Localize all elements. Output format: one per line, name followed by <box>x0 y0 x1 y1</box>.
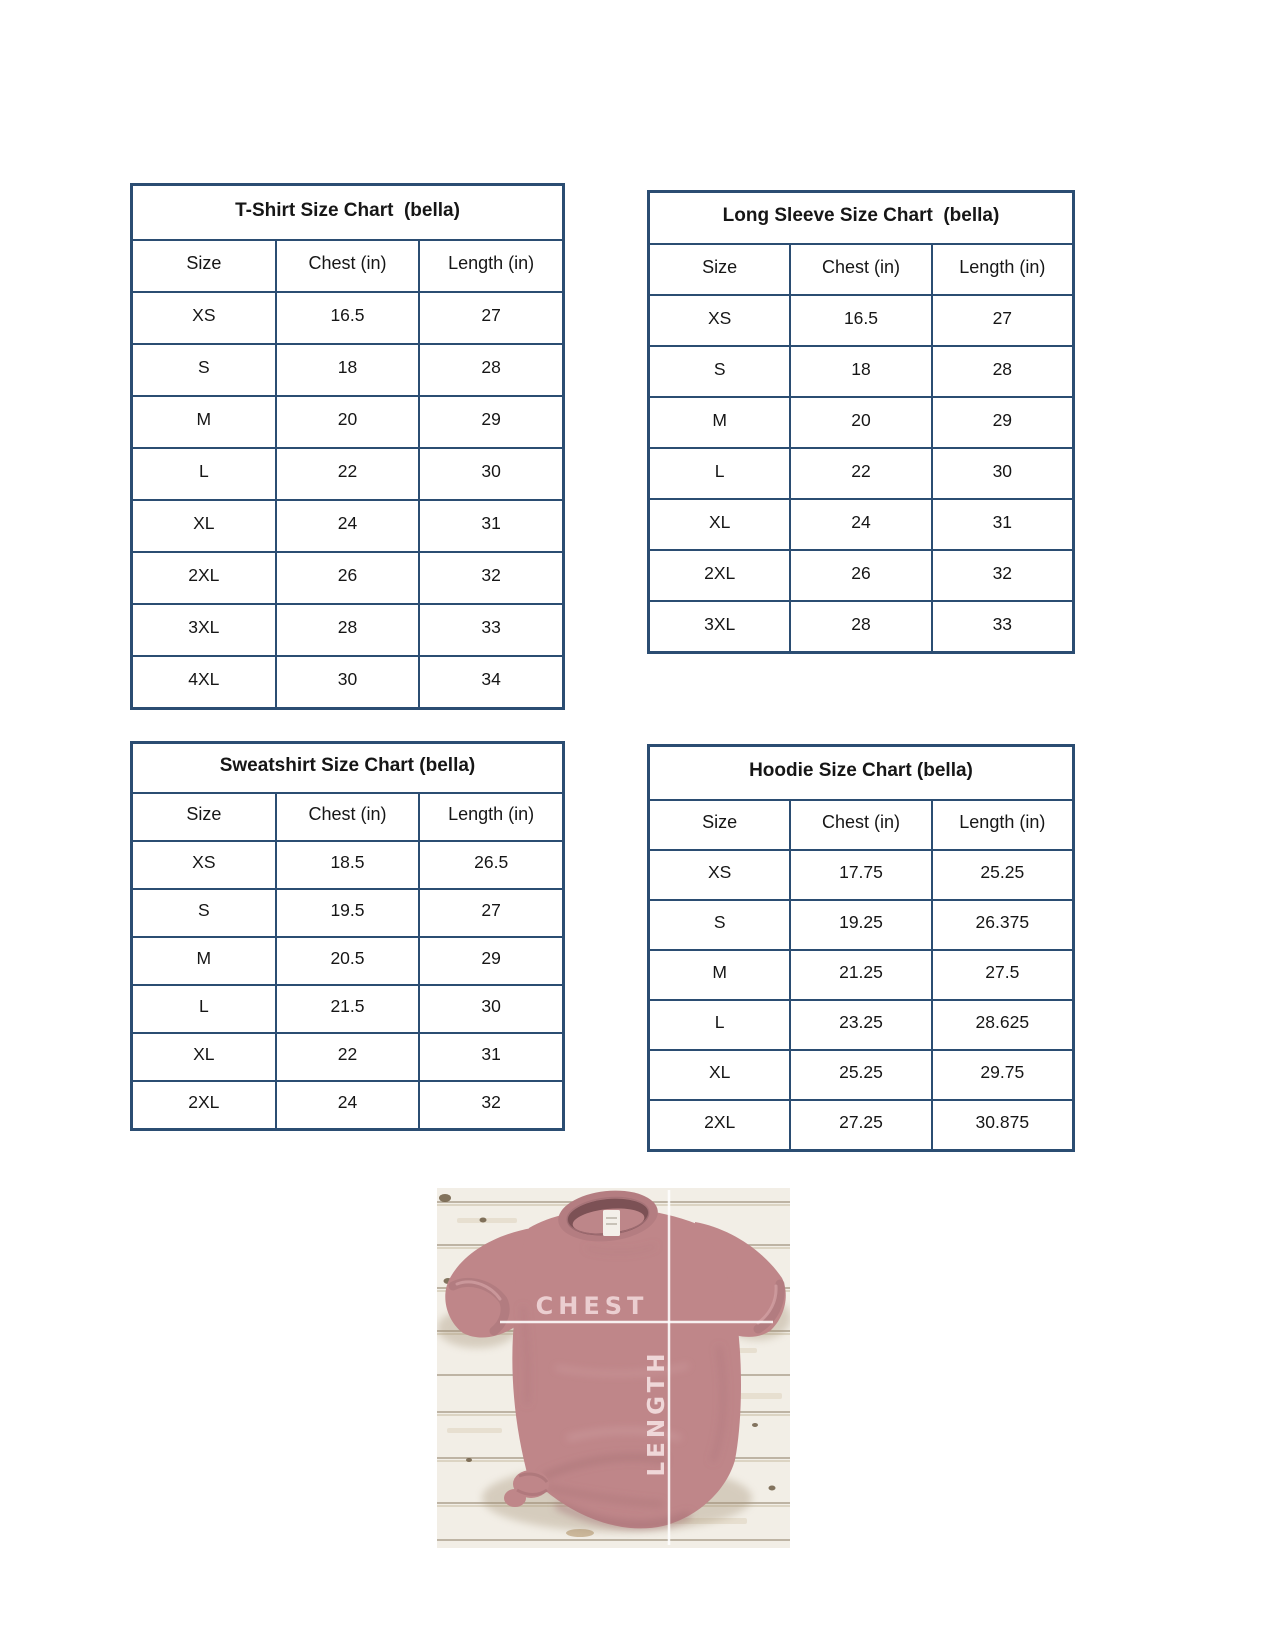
cell-chest: 25.25 <box>791 1051 930 1099</box>
cell-length: 25.25 <box>933 851 1072 899</box>
cell-length: 34 <box>420 657 562 707</box>
table-title: Long Sleeve Size Chart (bella) <box>650 193 1072 243</box>
cell-length: 28 <box>933 347 1072 396</box>
length-label: LENGTH <box>644 1349 670 1477</box>
cell-chest: 18 <box>277 345 419 395</box>
cell-chest: 20 <box>791 398 930 447</box>
cell-chest: 16.5 <box>277 293 419 343</box>
cell-size: 2XL <box>650 1101 789 1149</box>
cell-length: 31 <box>420 1034 562 1080</box>
cell-size: 3XL <box>650 602 789 651</box>
cell-chest: 19.25 <box>791 901 930 949</box>
column-header: Length (in) <box>420 241 562 291</box>
cell-size: XS <box>133 293 275 343</box>
cell-size: XL <box>650 1051 789 1099</box>
cell-chest: 27.25 <box>791 1101 930 1149</box>
size-chart-sweatshirt <box>130 741 565 1131</box>
size-guide-photo <box>437 1188 790 1548</box>
column-header: Length (in) <box>933 245 1072 294</box>
column-header: Length (in) <box>933 801 1072 849</box>
cell-length: 30 <box>420 449 562 499</box>
cell-chest: 18 <box>791 347 930 396</box>
cell-size: L <box>133 449 275 499</box>
chest-label: CHEST <box>535 1292 649 1320</box>
cell-length: 27.5 <box>933 951 1072 999</box>
cell-chest: 18.5 <box>277 842 419 888</box>
cell-chest: 16.5 <box>791 296 930 345</box>
cell-chest: 23.25 <box>791 1001 930 1049</box>
column-header: Size <box>133 794 275 840</box>
cell-chest: 20 <box>277 397 419 447</box>
cell-chest: 28 <box>791 602 930 651</box>
cell-chest: 20.5 <box>277 938 419 984</box>
cell-size: 2XL <box>650 551 789 600</box>
cell-size: 3XL <box>133 605 275 655</box>
cell-size: M <box>133 397 275 447</box>
cell-size: M <box>650 398 789 447</box>
cell-chest: 22 <box>277 1034 419 1080</box>
cell-size: L <box>650 449 789 498</box>
cell-size: S <box>133 345 275 395</box>
cell-chest: 30 <box>277 657 419 707</box>
column-header: Chest (in) <box>277 794 419 840</box>
size-chart-longsleeve <box>647 190 1075 654</box>
cell-size: 2XL <box>133 553 275 603</box>
cell-size: S <box>650 901 789 949</box>
neck-label <box>603 1210 620 1236</box>
cell-length: 27 <box>420 890 562 936</box>
cell-size: XL <box>650 500 789 549</box>
column-header: Length (in) <box>420 794 562 840</box>
cell-size: XS <box>133 842 275 888</box>
cell-size: L <box>133 986 275 1032</box>
cell-length: 27 <box>420 293 562 343</box>
cell-size: L <box>650 1001 789 1049</box>
cell-size: XL <box>133 1034 275 1080</box>
cell-chest: 21.5 <box>277 986 419 1032</box>
cell-length: 31 <box>933 500 1072 549</box>
cell-length: 30 <box>933 449 1072 498</box>
cell-length: 28 <box>420 345 562 395</box>
cell-chest: 24 <box>791 500 930 549</box>
cell-chest: 24 <box>277 501 419 551</box>
cell-chest: 28 <box>277 605 419 655</box>
cell-size: M <box>133 938 275 984</box>
table-title: Sweatshirt Size Chart (bella) <box>133 744 562 792</box>
cell-chest: 21.25 <box>791 951 930 999</box>
column-header: Chest (in) <box>791 801 930 849</box>
cell-length: 32 <box>420 1082 562 1128</box>
cell-size: M <box>650 951 789 999</box>
cell-size: S <box>133 890 275 936</box>
table-title: Hoodie Size Chart (bella) <box>650 747 1072 799</box>
cell-size: XS <box>650 851 789 899</box>
size-chart-tshirt <box>130 183 565 710</box>
cell-size: XL <box>133 501 275 551</box>
column-header: Chest (in) <box>791 245 930 294</box>
cell-length: 29.75 <box>933 1051 1072 1099</box>
cell-length: 32 <box>420 553 562 603</box>
cell-chest: 17.75 <box>791 851 930 899</box>
cell-length: 33 <box>933 602 1072 651</box>
cell-length: 30 <box>420 986 562 1032</box>
column-header: Size <box>650 245 789 294</box>
cell-length: 30.875 <box>933 1101 1072 1149</box>
column-header: Size <box>650 801 789 849</box>
cell-length: 26.5 <box>420 842 562 888</box>
cell-size: 4XL <box>133 657 275 707</box>
cell-length: 33 <box>420 605 562 655</box>
cell-length: 28.625 <box>933 1001 1072 1049</box>
tshirt-measurement-illustration <box>437 1188 790 1548</box>
cell-chest: 26 <box>277 553 419 603</box>
cell-size: S <box>650 347 789 396</box>
cell-chest: 22 <box>277 449 419 499</box>
table-title: T-Shirt Size Chart (bella) <box>133 186 562 239</box>
cell-chest: 26 <box>791 551 930 600</box>
cell-chest: 22 <box>791 449 930 498</box>
cell-length: 29 <box>933 398 1072 447</box>
cell-length: 27 <box>933 296 1072 345</box>
column-header: Chest (in) <box>277 241 419 291</box>
cell-length: 29 <box>420 938 562 984</box>
cell-size: XS <box>650 296 789 345</box>
cell-length: 29 <box>420 397 562 447</box>
cell-size: 2XL <box>133 1082 275 1128</box>
column-header: Size <box>133 241 275 291</box>
cell-length: 26.375 <box>933 901 1072 949</box>
cell-length: 32 <box>933 551 1072 600</box>
cell-chest: 24 <box>277 1082 419 1128</box>
cell-length: 31 <box>420 501 562 551</box>
size-chart-hoodie <box>647 744 1075 1152</box>
cell-chest: 19.5 <box>277 890 419 936</box>
